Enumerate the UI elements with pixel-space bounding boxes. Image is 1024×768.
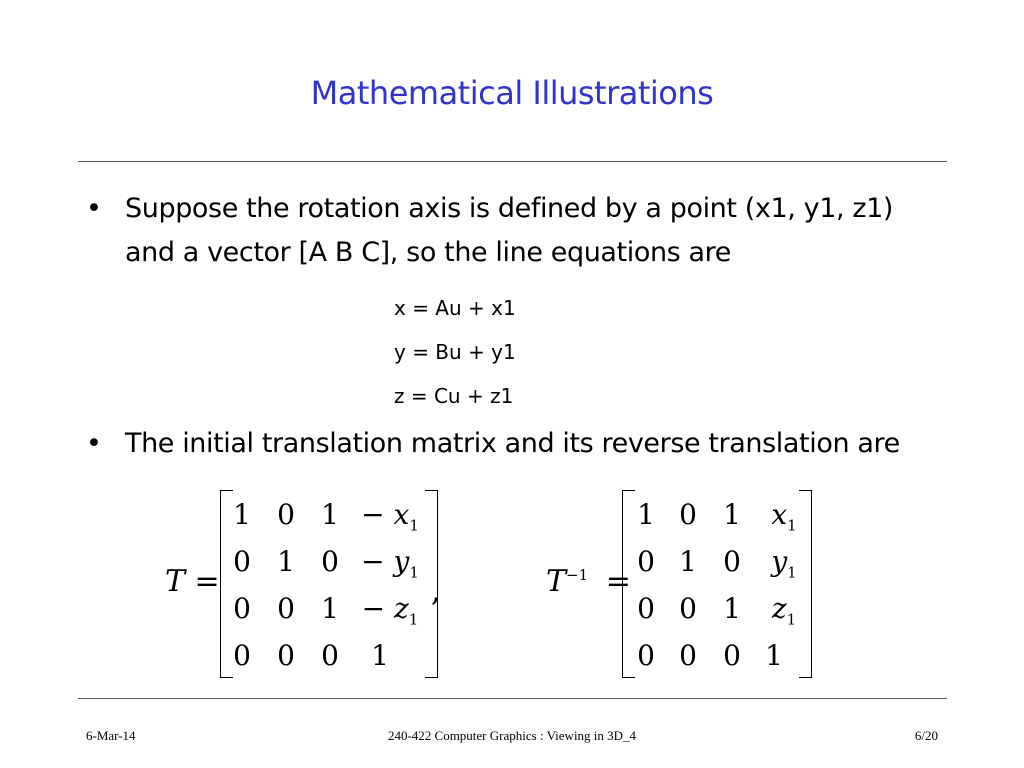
matrix-t-cell-r1c1: 1	[233, 498, 251, 531]
matrix-t-inverse-cell-r4c1: 0	[637, 639, 655, 672]
matrix-t-label: T =	[165, 564, 220, 599]
matrix-t-inverse-cell-r2c1: 0	[637, 545, 655, 578]
footer-date: 6-Mar-14	[86, 728, 136, 743]
matrix-t-inverse-cell-r1c3: 1	[723, 498, 741, 531]
matrix-t-cell-r2c2: 1	[277, 545, 295, 578]
equation-x: x = Au + x1	[394, 296, 516, 320]
matrix-t	[220, 490, 438, 676]
bullet-1-line-2: and a vector [A B C], so the line equations are	[125, 237, 731, 268]
matrix-t-inverse-cell-r2c2: 1	[679, 545, 697, 578]
matrix-t-cell-r1c4: − $x_1$	[361, 498, 419, 535]
matrix-t-inverse-cell-r3c2: 0	[679, 592, 697, 625]
matrix-t-cell-r3c4: − $z_1$	[361, 592, 419, 629]
equation-z: z = Cu + z1	[394, 384, 514, 408]
bottom-divider	[78, 698, 947, 699]
bullet-1-line-1: Suppose the rotation axis is defined by a point (x1, y1, z1)	[125, 193, 894, 224]
matrix-t-inverse-cell-r4c3: 0	[723, 639, 741, 672]
matrix-t-cell-r4c4: 1	[371, 639, 389, 672]
top-divider	[78, 161, 947, 162]
matrix-t-cell-r4c1: 0	[233, 639, 251, 672]
matrix-t-cell-r1c3: 1	[321, 498, 339, 531]
matrix-t-inverse-cell-r1c2: 0	[679, 498, 697, 531]
matrix-t-cell-r2c4: − $y_1$	[361, 545, 419, 582]
matrix-t-inverse-cell-r4c2: 0	[679, 639, 697, 672]
matrix-t-cell-r3c2: 0	[277, 592, 295, 625]
matrix-tinv-label: $T^{-1}$ =	[546, 564, 631, 599]
matrix-t-cell-r3c3: 1	[321, 592, 339, 625]
matrix-t-inverse-cell-r3c4: $z_1$	[771, 592, 797, 629]
footer-course: 240-422 Computer Graphics : Viewing in 3D_4	[387, 728, 637, 743]
bullet-2-line-1: The initial translation matrix and its reverse translation are	[125, 428, 900, 459]
matrix-t-cell-r4c2: 0	[277, 639, 295, 672]
matrix-t-inverse	[622, 490, 812, 676]
matrix-t-inverse-cell-r1c4: $x_1$	[771, 498, 797, 535]
matrix-t-cell-r2c1: 0	[233, 545, 251, 578]
matrix-t-inverse-cell-r3c1: 0	[637, 592, 655, 625]
slide-title: Mathematical Illustrations	[310, 74, 714, 112]
equation-y: y = Bu + y1	[394, 340, 516, 364]
matrix-t-inverse-cell-r4c4: 1	[765, 639, 783, 672]
matrix-t-cell-r2c3: 0	[321, 545, 339, 578]
bullet-dot: •	[86, 193, 102, 224]
matrix-t-cell-r3c1: 0	[233, 592, 251, 625]
matrix-t-cell-r1c2: 0	[277, 498, 295, 531]
matrix-t-inverse-cell-r2c3: 0	[723, 545, 741, 578]
matrix-t-inverse-cell-r3c3: 1	[723, 592, 741, 625]
matrix-t-cell-r4c3: 0	[321, 639, 339, 672]
matrix-t-inverse-cell-r2c4: $y_1$	[771, 545, 797, 582]
matrix-t-comma: ,	[431, 574, 441, 609]
footer-page-number: 6/20	[914, 728, 938, 743]
matrix-t-inverse-cell-r1c1: 1	[637, 498, 655, 531]
bullet-dot: •	[86, 428, 102, 459]
